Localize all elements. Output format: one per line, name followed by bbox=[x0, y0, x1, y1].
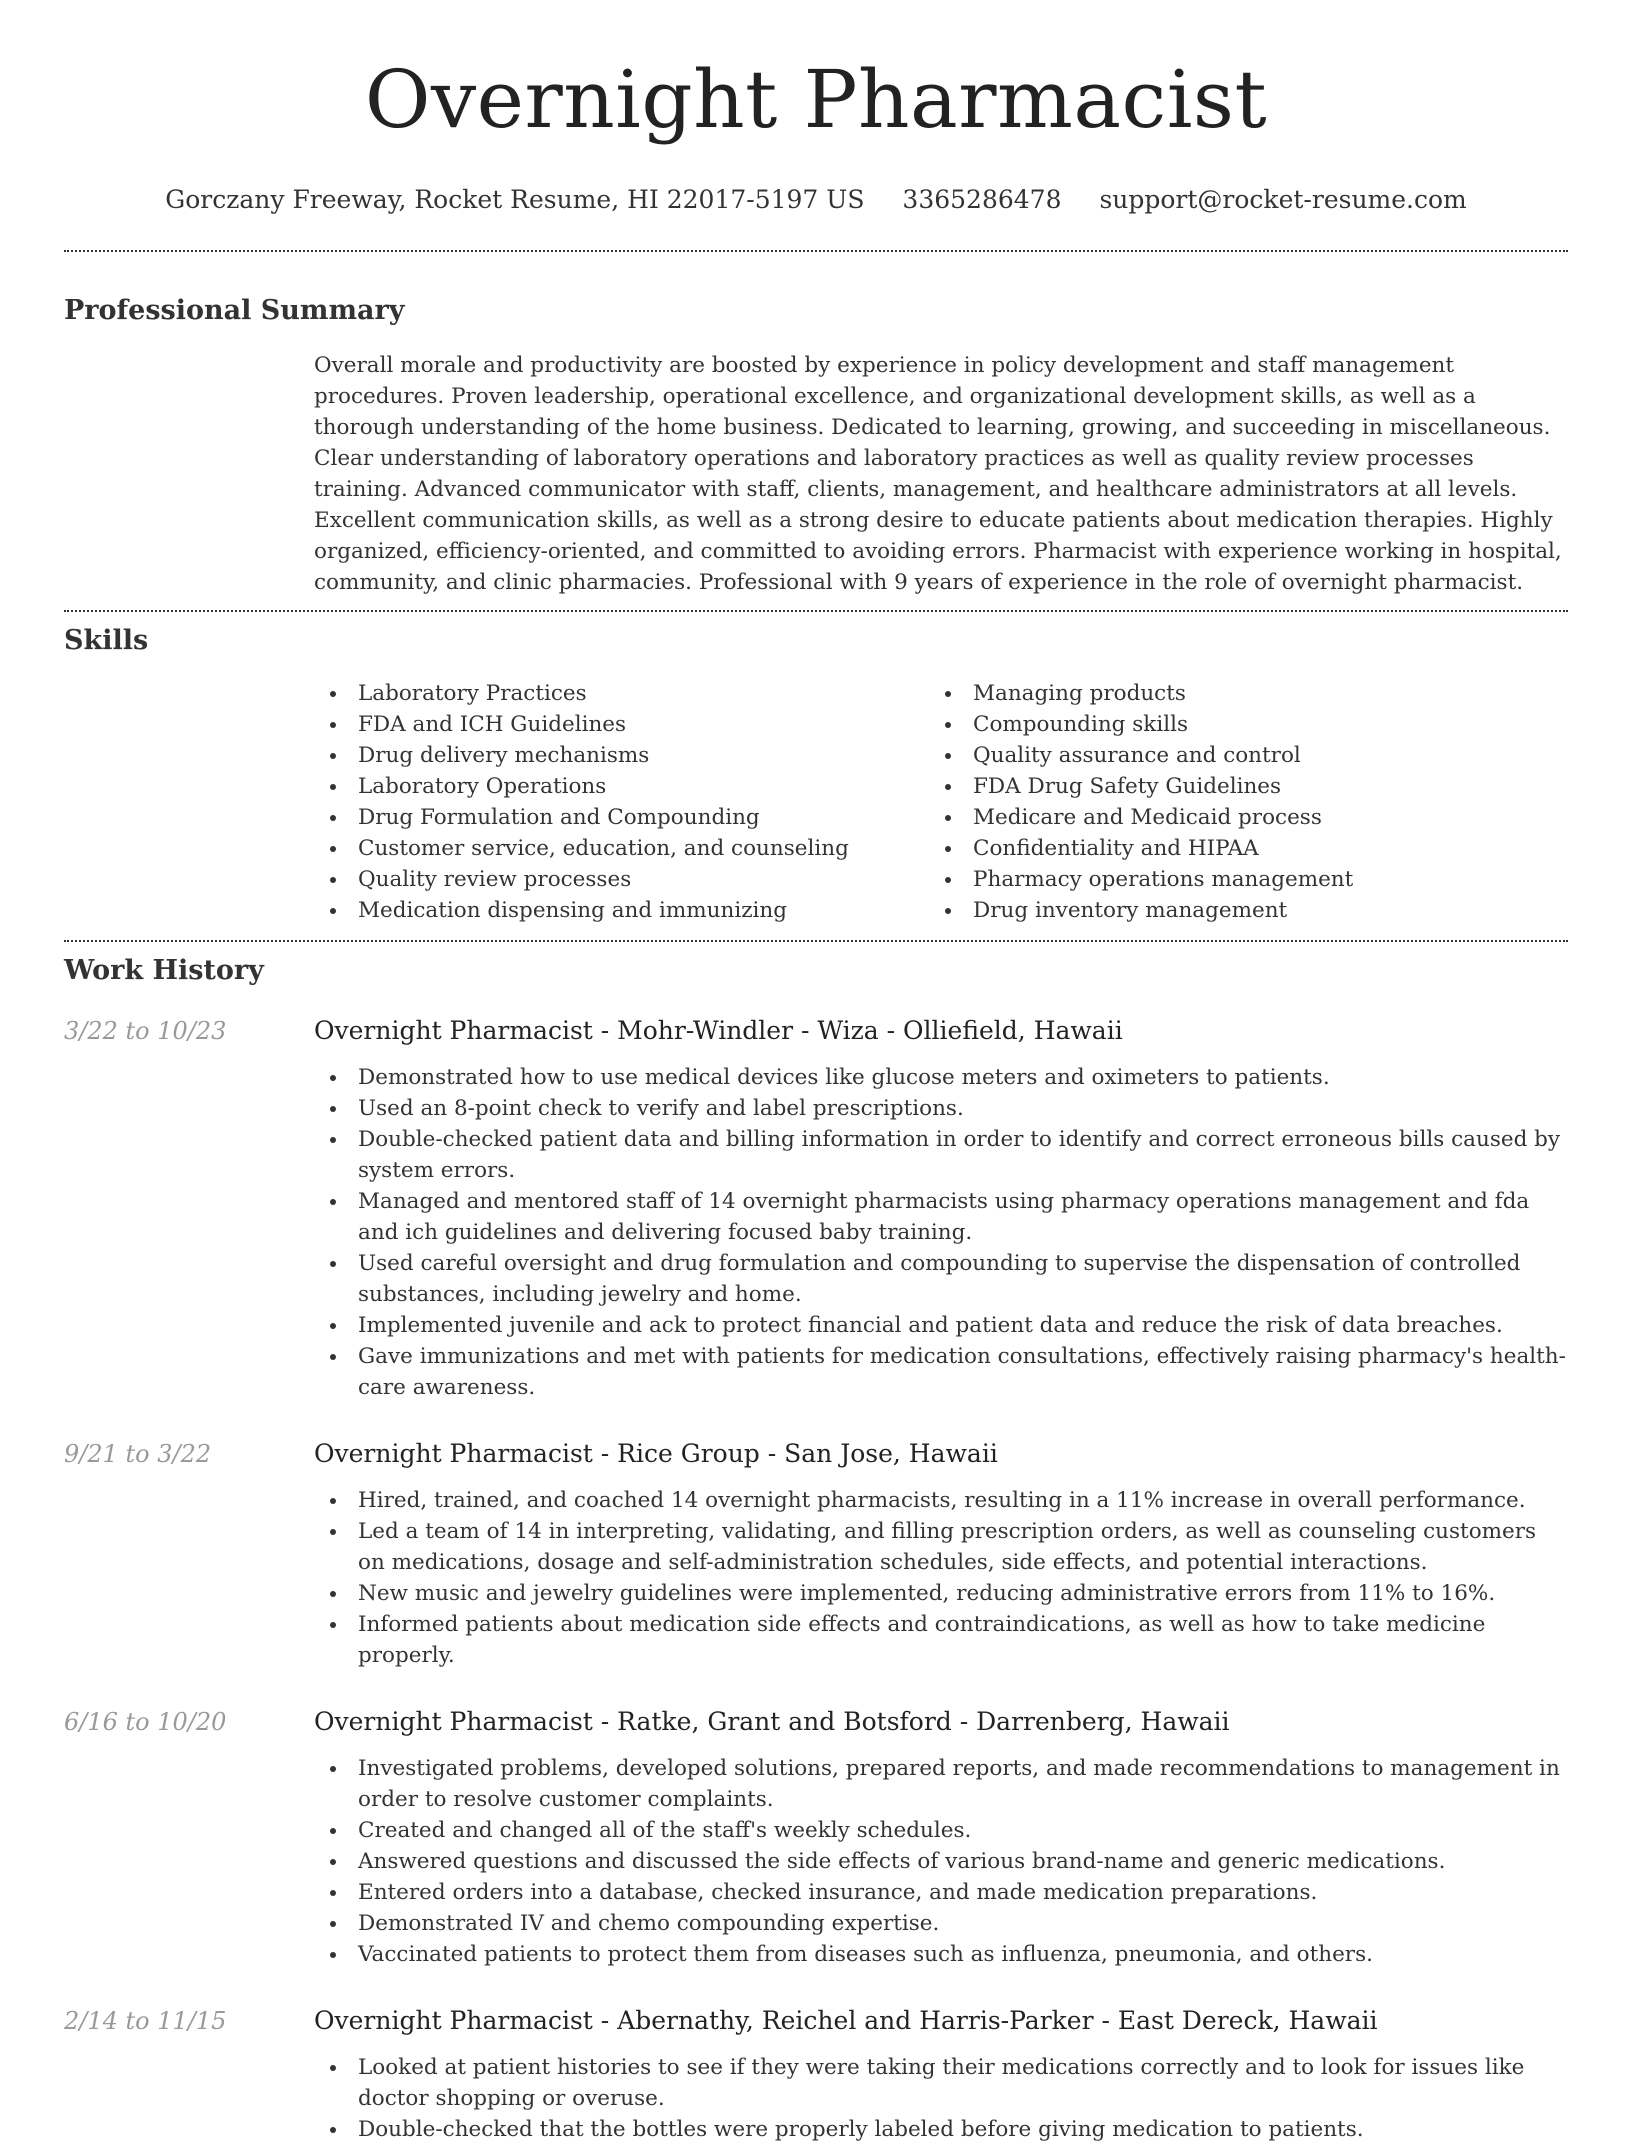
job-heading: Overnight Pharmacist - Rice Group - San Jose, Hawaii bbox=[314, 1439, 998, 1468]
job-bullet: Used careful oversight and drug formulation and compounding to supervise the dispensation of controlled substances, including jewelry and home. bbox=[314, 1248, 1568, 1310]
skill-item: Quality assurance and control bbox=[929, 740, 1544, 771]
job-dates: 2/14 to 11/15 bbox=[64, 2007, 227, 2035]
skill-item: Drug inventory management bbox=[929, 895, 1544, 926]
job-entry bbox=[64, 1437, 1568, 1671]
job-heading: Overnight Pharmacist - Mohr-Windler - Wiza - Olliefield, Hawaii bbox=[314, 1016, 1123, 1045]
job-heading: Overnight Pharmacist - Ratke, Grant and Botsford - Darrenberg, Hawaii bbox=[314, 1707, 1230, 1736]
job-body bbox=[314, 2004, 1568, 2145]
skill-item: Compounding skills bbox=[929, 709, 1544, 740]
skill-item: Managing products bbox=[929, 678, 1544, 709]
skills-column-left bbox=[314, 678, 929, 926]
job-bullet: Led a team of 14 in interpreting, validating, and filling prescription orders, as well as counseling customers on medications, dosage and self-administration schedules, side effects, and potential interactions. bbox=[314, 1516, 1568, 1578]
contact-email: support@rocket-resume.com bbox=[1099, 185, 1467, 214]
job-body bbox=[314, 1014, 1568, 1403]
contact-phone: 3365286478 bbox=[902, 185, 1062, 214]
job-bullet: Vaccinated patients to protect them from diseases such as influenza, pneumonia, and others. bbox=[314, 1939, 1568, 1970]
job-dates: 3/22 to 10/23 bbox=[64, 1017, 227, 1045]
divider bbox=[64, 940, 1568, 942]
job-bullets bbox=[314, 2052, 1568, 2145]
job-bullet: Managed and mentored staff of 14 overnight pharmacists using pharmacy operations management and fda and ich guidelines and delivering focused baby training. bbox=[314, 1186, 1568, 1248]
job-entry bbox=[64, 1014, 1568, 1403]
job-bullets bbox=[314, 1062, 1568, 1403]
job-dates: 9/21 to 3/22 bbox=[64, 1440, 212, 1468]
job-entry bbox=[64, 2004, 1568, 2145]
skill-item: Quality review processes bbox=[314, 864, 929, 895]
job-bullet: Looked at patient histories to see if they were taking their medications correctly and to look for issues like doctor shopping or overuse. bbox=[314, 2052, 1568, 2114]
job-bullet: Entered orders into a database, checked insurance, and made medication preparations. bbox=[314, 1877, 1568, 1908]
skill-item: Confidentiality and HIPAA bbox=[929, 833, 1544, 864]
job-entry bbox=[64, 1705, 1568, 1970]
job-bullet: Answered questions and discussed the side effects of various brand-name and generic medications. bbox=[314, 1846, 1568, 1877]
section-title-work-history: Work History bbox=[64, 955, 264, 986]
section-title-summary: Professional Summary bbox=[64, 295, 405, 326]
resume-name: Overnight Pharmacist bbox=[364, 53, 1268, 146]
skill-item: Customer service, education, and counseling bbox=[314, 833, 929, 864]
job-bullet: Hired, trained, and coached 14 overnight pharmacists, resulting in a 11% increase in overall performance. bbox=[314, 1485, 1568, 1516]
job-bullet: Gave immunizations and met with patients for medication consultations, effectively raising pharmacy's health-care awareness. bbox=[314, 1341, 1568, 1403]
job-bullet: Demonstrated how to use medical devices like glucose meters and oximeters to patients. bbox=[314, 1062, 1568, 1093]
job-bullet: Investigated problems, developed solutions, prepared reports, and made recommendations to management in order to resolve customer complaints. bbox=[314, 1753, 1568, 1815]
skill-item: Drug Formulation and Compounding bbox=[314, 802, 929, 833]
job-bullet: Double-checked that the bottles were properly labeled before giving medication to patients. bbox=[314, 2114, 1568, 2145]
summary-text: Overall morale and productivity are boosted by experience in policy development and staff management procedures. Proven leadership, operational excellence, and organizational development skills, as well as a thorough understanding of the home business. Dedicated to learning, growing, and succeeding in miscellaneous. Clear understanding of laboratory operations and laboratory practices as well as quality review processes training. Advanced communicator with staff, clients, management, and healthcare administrators at all levels. Excellent communication skills, as well as a strong desire to educate patients about medication therapies. Highly organized, efficiency-oriented, and committed to avoiding errors. Pharmacist with experience working in hospital, community, and clinic pharmacies. Professional with 9 years of experience in the role of overnight pharmacist. bbox=[314, 353, 1562, 595]
skill-item: Laboratory Operations bbox=[314, 771, 929, 802]
job-bullets bbox=[314, 1485, 1568, 1671]
job-heading: Overnight Pharmacist - Abernathy, Reichel and Harris-Parker - East Dereck, Hawaii bbox=[314, 2006, 1378, 2035]
skill-item: Drug delivery mechanisms bbox=[314, 740, 929, 771]
contact-line bbox=[64, 184, 1568, 216]
job-bullet: Double-checked patient data and billing information in order to identify and correct erroneous bills caused by system errors. bbox=[314, 1124, 1568, 1186]
skill-item: Medicare and Medicaid process bbox=[929, 802, 1544, 833]
job-bullet: Implemented juvenile and ack to protect financial and patient data and reduce the risk of data breaches. bbox=[314, 1310, 1568, 1341]
skills-list bbox=[314, 678, 1568, 940]
divider bbox=[64, 610, 1568, 612]
job-bullet: New music and jewelry guidelines were implemented, reducing administrative errors from 11% to 16%. bbox=[314, 1578, 1568, 1609]
section-title-skills: Skills bbox=[64, 625, 149, 656]
job-bullet: Demonstrated IV and chemo compounding expertise. bbox=[314, 1908, 1568, 1939]
skills-column-right bbox=[929, 678, 1544, 926]
skill-item: Medication dispensing and immunizing bbox=[314, 895, 929, 926]
job-bullet: Informed patients about medication side effects and contraindications, as well as how to take medicine properly. bbox=[314, 1609, 1568, 1671]
skill-item: FDA Drug Safety Guidelines bbox=[929, 771, 1544, 802]
skill-item: Pharmacy operations management bbox=[929, 864, 1544, 895]
job-bullets bbox=[314, 1753, 1568, 1970]
skill-item: Laboratory Practices bbox=[314, 678, 929, 709]
job-body bbox=[314, 1705, 1568, 1970]
job-bullet: Created and changed all of the staff's weekly schedules. bbox=[314, 1815, 1568, 1846]
skill-item: FDA and ICH Guidelines bbox=[314, 709, 929, 740]
job-body bbox=[314, 1437, 1568, 1671]
job-bullet: Used an 8-point check to verify and label prescriptions. bbox=[314, 1093, 1568, 1124]
job-dates: 6/16 to 10/20 bbox=[64, 1708, 227, 1736]
divider bbox=[64, 250, 1568, 252]
contact-address: Gorczany Freeway, Rocket Resume, HI 22017-5197 US bbox=[165, 185, 865, 214]
